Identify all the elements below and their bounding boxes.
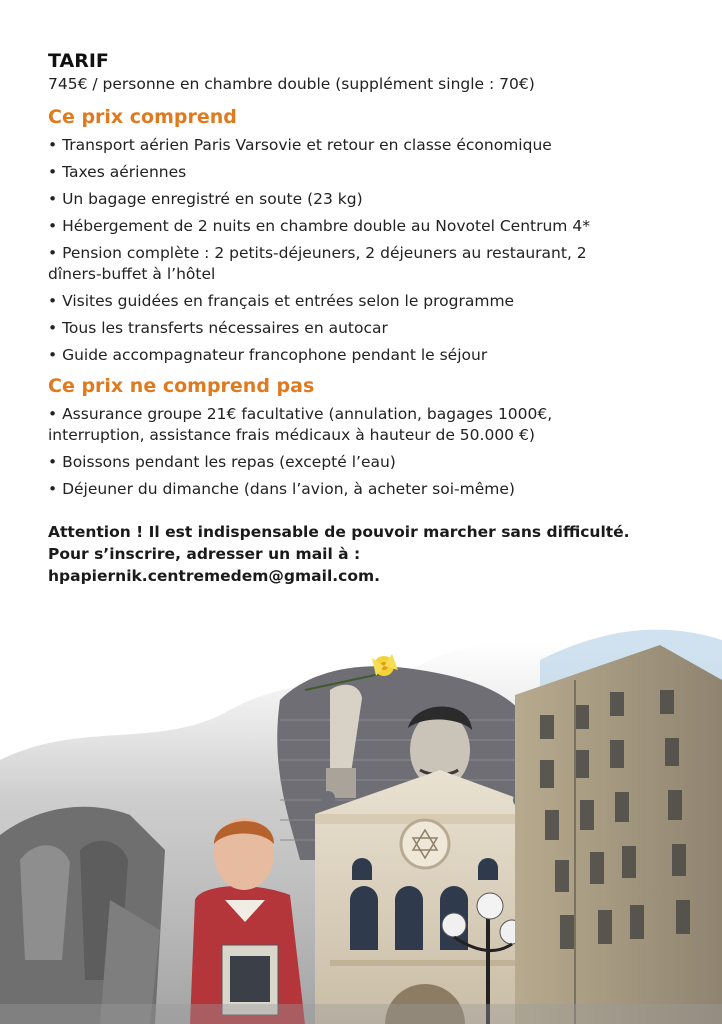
list-item: • Visites guidées en français et entrées selon le programme [48,291,515,310]
apartment-building [515,645,722,1024]
photo-collage [0,600,722,1024]
list-item: • Assurance groupe 21€ facultative (annulation, bagages 1000€, interruption, assistance frais médicaux à hauteur de 50.000 €) [48,405,553,444]
list-item: • Hébergement de 2 nuits en chambre double au Novotel Centrum 4* [48,217,590,235]
list-item: • Transport aérien Paris Varsovie et retour en classe économique [48,136,552,154]
tarif-title: TARIF [48,50,109,72]
collage-illustration [0,600,722,1024]
list-item: • Guide accompagnateur francophone pendant le séjour [48,345,488,364]
list-item: • Taxes aériennes [48,163,187,181]
monument-relief [0,807,165,1024]
list-item: • Déjeuner du dimanche (dans l’avion, à acheter soi-même) [48,479,515,498]
notice-line-1: Attention ! Il est indispensable de pouvoir marcher sans difficulté. [48,523,630,541]
list-item: • Un bagage enregistré en soute (23 kg) [48,190,363,208]
excludes-list [48,404,688,499]
notice-line-2[interactable]: Pour s’inscrire, adresser un mail à : hpapiernik.centremedem@gmail.com. [48,545,381,585]
notice [48,521,688,587]
includes-list [48,135,688,365]
list-item: • Boissons pendant les repas (excepté l’eau) [48,452,396,471]
list-item: • Pension complète : 2 petits-déjeuners, 2 déjeuners au restaurant, 2 dîners-buffet à l’hôtel [48,244,587,283]
content [48,50,688,587]
excludes-title: Ce prix ne comprend pas [48,375,315,397]
tarif-price: 745€ / personne en chambre double (supplément single : 70€) [48,75,535,93]
list-item: • Tous les transferts nécessaires en autocar [48,318,388,337]
includes-title: Ce prix comprend [48,106,237,128]
